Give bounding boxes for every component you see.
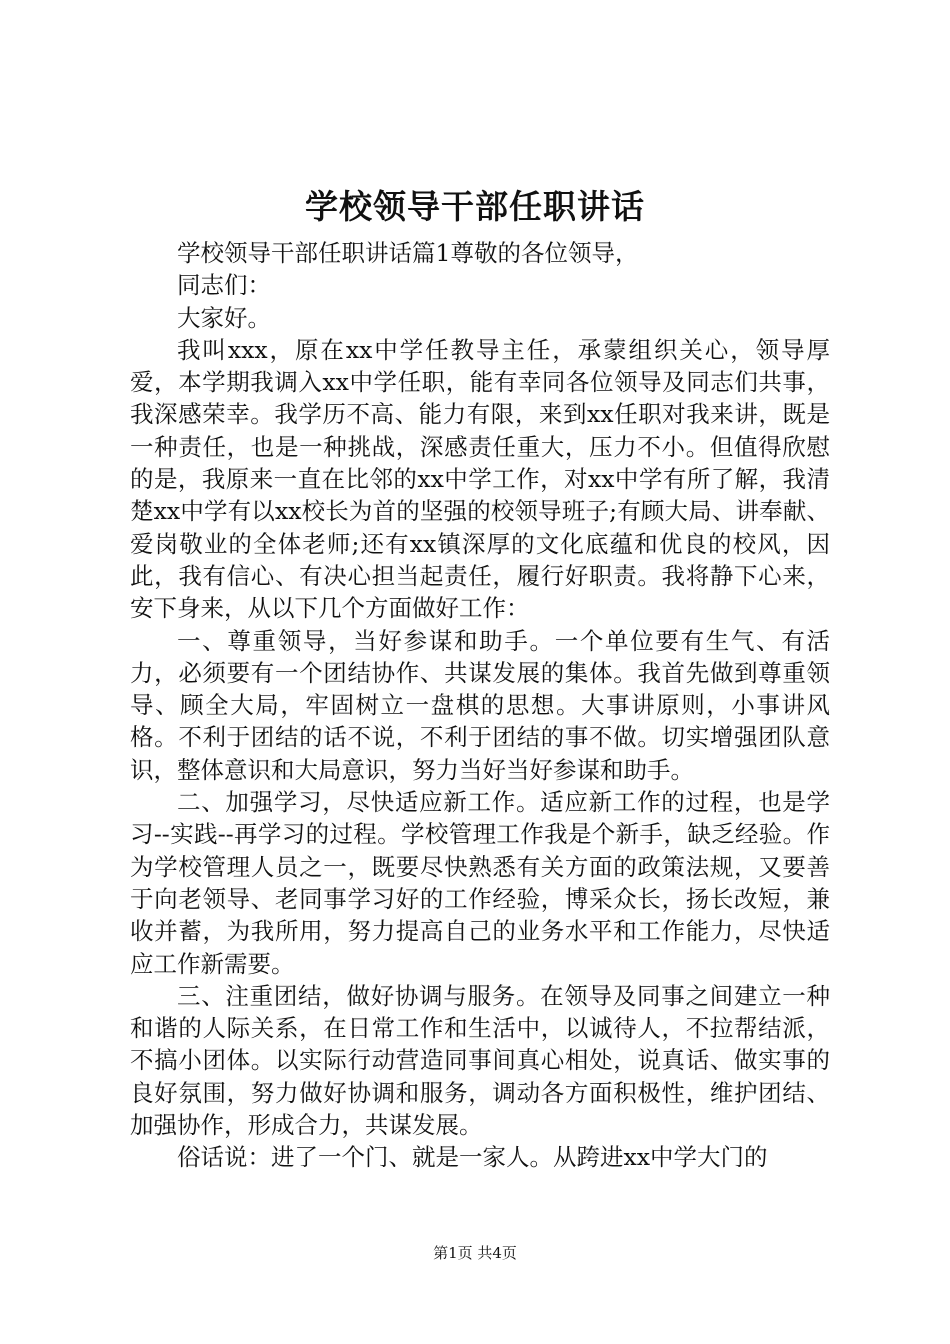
body-paragraph: 三、注重团结，做好协调与服务。在领导及同事之间建立一种和谐的人际关系，在日常工作和生活中，以诚待人，不拉帮结派，不搞小团体。以实际行动营造同事间真心相处，说真话、做实事的良好氛围，努力做好协调和服务，调动各方面积极性，维护团结、加强协作，形成合力，共谋发展。 (130, 981, 830, 1140)
body-paragraph: 二、加强学习，尽快适应新工作。适应新工作的过程，也是学习--实践--再学习的过程。学校管理工作我是个新手，缺乏经验。作为学校管理人员之一，既要尽快熟悉有关方面的政策法规，又要善于向老领导、老同事学习好的工作经验，博采众长，扬长改短，兼收并蓄，为我所用，努力提高自己的业务水平和工作能力，尽快适应工作新需要。 (130, 788, 830, 978)
body-paragraph: 我叫xxx，原在xx中学任教导主任，承蒙组织关心，领导厚爱，本学期我调入xx中学任职，能有幸同各位领导及同志们共事，我深感荣幸。我学历不高、能力有限，来到xx任职对我来讲，既是一种责任，也是一种挑战，深感责任重大，压力不小。但值得欣慰的是，我原来一直在比邻的xx中学工作，对xx中学有所了解，我清楚xx中学有以xx校长为首的坚强的校领导班子;有顾大局、讲奉献、爱岗敬业的全体老师;还有xx镇深厚的文化底蕴和优良的校风，因此，我有信心、有决心担当起责任，履行好职责。我将静下心来，安下身来，从以下几个方面做好工作： (130, 335, 830, 623)
document-title: 学校领导干部任职讲话 (305, 187, 645, 226)
body-paragraph: 同志们： (177, 271, 271, 300)
body-paragraph: 大家好。 (177, 303, 271, 332)
body-paragraph: 俗话说：进了一个门、就是一家人。从跨进xx中学大门的 (177, 1143, 768, 1172)
document-body (130, 237, 830, 1174)
body-paragraph: 学校领导干部任职讲话篇1尊敬的各位领导， (177, 239, 639, 267)
page-number-footer: 第1页 共4页 (433, 1244, 517, 1262)
body-paragraph: 一、尊重领导，当好参谋和助手。一个单位要有生气、有活力，必须要有一个团结协作、共谋发展的集体。我首先做到尊重领导、顾全大局，牢固树立一盘棋的思想。大事讲原则，小事讲风格。不利于团结的话不说，不利于团结的事不做。切实增强团队意识，整体意识和大局意识，努力当好当好参谋和助手。 (130, 626, 830, 784)
